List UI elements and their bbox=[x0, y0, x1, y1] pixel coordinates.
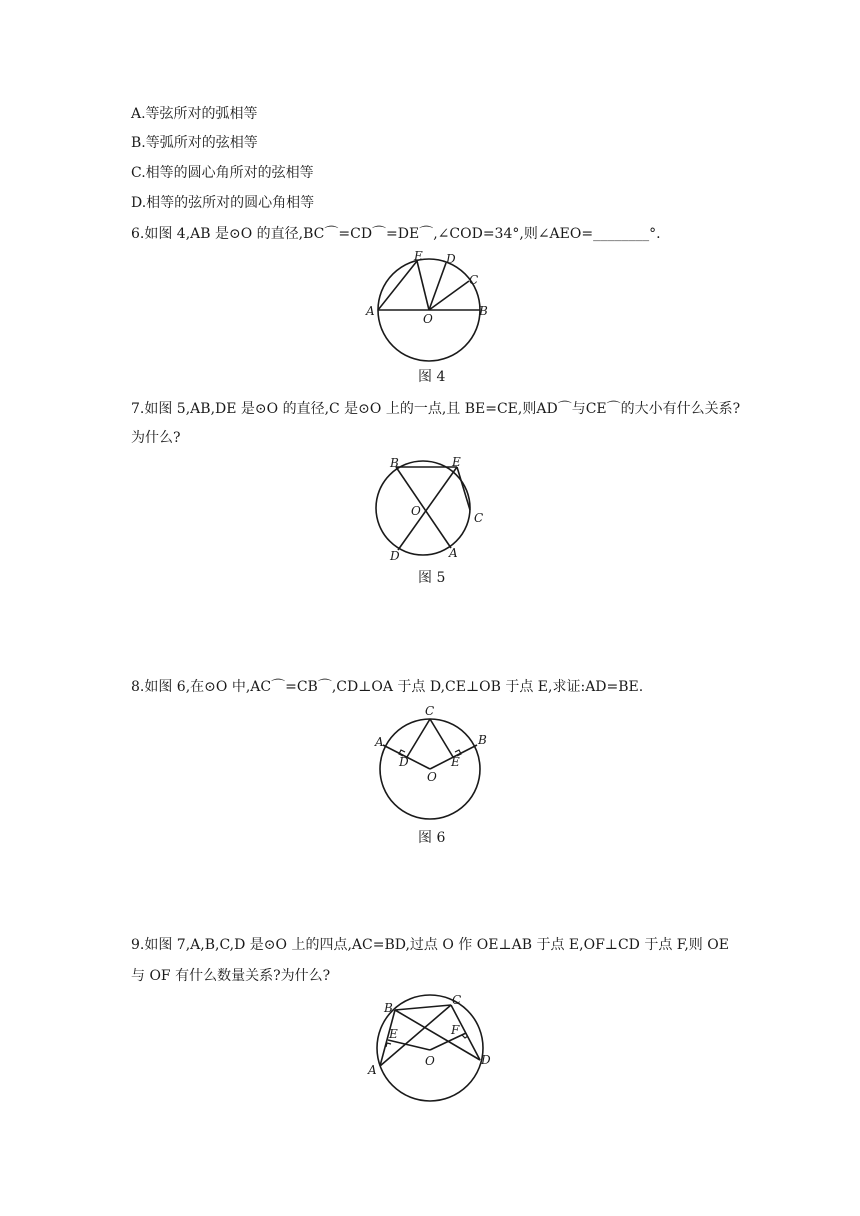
figure-4 bbox=[360, 248, 500, 368]
figure-4-label-b: B bbox=[479, 304, 488, 318]
question-7-line-2: 为什么? bbox=[131, 430, 181, 446]
figure-7-right-angle-e bbox=[386, 1043, 391, 1047]
figure-7-label-f: F bbox=[451, 1023, 460, 1037]
figure-5-label-b: B bbox=[390, 456, 399, 470]
question-8: 8.如图 6,在⊙O 中,AC⌒=CB⌒,CD⊥OA 于点 D,CE⊥OB 于点 E,求证:AD=BE. bbox=[131, 679, 644, 695]
option-a: A.等弦所对的弧相等 bbox=[131, 106, 258, 122]
figure-6-label-d: D bbox=[399, 755, 409, 769]
option-b: B.等弧所对的弦相等 bbox=[131, 135, 258, 151]
figure-7-label-a: A bbox=[368, 1063, 377, 1077]
figure-7-segment-of bbox=[430, 1033, 466, 1050]
figure-6-caption: 图 6 bbox=[418, 830, 446, 846]
figure-5-diameter-ab bbox=[396, 467, 451, 548]
figure-4-caption: 图 4 bbox=[418, 369, 446, 385]
option-d: D.相等的弦所对的圆心角相等 bbox=[131, 195, 315, 211]
figure-5-label-c: C bbox=[474, 511, 484, 525]
figure-6-segment-cd bbox=[407, 719, 430, 757]
figure-6 bbox=[370, 702, 500, 824]
figure-5-label-o: O bbox=[411, 504, 421, 518]
figure-5 bbox=[370, 450, 500, 568]
figure-4-label-c: C bbox=[469, 273, 479, 287]
question-7-line-1: 7.如图 5,AB,DE 是⊙O 的直径,C 是⊙O 上的一点,且 BE=CE,则AD⌒与CE⌒的大小有什么关系? bbox=[131, 401, 741, 417]
figure-7-label-e: E bbox=[389, 1027, 398, 1041]
figure-7-label-o: O bbox=[425, 1054, 435, 1068]
figure-7-chord-bc bbox=[395, 1005, 451, 1010]
option-c: C.相等的圆心角所对的弦相等 bbox=[131, 165, 314, 181]
figure-5-label-d: D bbox=[390, 549, 400, 563]
figure-5-label-a: A bbox=[449, 546, 458, 560]
figure-5-diameter-de bbox=[398, 467, 457, 550]
figure-6-label-b: B bbox=[478, 733, 487, 747]
figure-6-label-a: A bbox=[375, 735, 384, 749]
figure-7-label-b: B bbox=[384, 1001, 393, 1015]
figure-4-radius-oe bbox=[417, 261, 429, 310]
question-9-line-1: 9.如图 7,A,B,C,D 是⊙O 上的四点,AC=BD,过点 O 作 OE⊥AB 于点 E,OF⊥CD 于点 F,则 OE bbox=[131, 937, 729, 953]
figure-7-circle bbox=[377, 995, 483, 1101]
figure-4-label-o: O bbox=[423, 312, 433, 326]
figure-6-label-c: C bbox=[425, 704, 435, 718]
figure-5-chord-ec bbox=[457, 467, 470, 510]
figure-6-label-o: O bbox=[427, 770, 437, 784]
figure-4-label-a: A bbox=[366, 304, 375, 318]
figure-6-label-e: E bbox=[451, 755, 460, 769]
figure-7 bbox=[364, 988, 504, 1110]
figure-4-label-e: E bbox=[414, 249, 423, 263]
figure-5-caption: 图 5 bbox=[418, 570, 446, 586]
figure-6-segment-ce bbox=[430, 719, 453, 757]
question-6: 6.如图 4,AB 是⊙O 的直径,BC⌒=CD⌒=DE⌒,∠COD=34°,则∠AEO=________°. bbox=[131, 226, 661, 242]
figure-5-label-e: E bbox=[452, 455, 461, 469]
figure-7-label-c: C bbox=[452, 993, 462, 1007]
figure-7-label-d: D bbox=[481, 1053, 491, 1067]
question-9-line-2: 与 OF 有什么数量关系?为什么? bbox=[131, 968, 331, 984]
figure-4-label-d: D bbox=[446, 252, 456, 266]
